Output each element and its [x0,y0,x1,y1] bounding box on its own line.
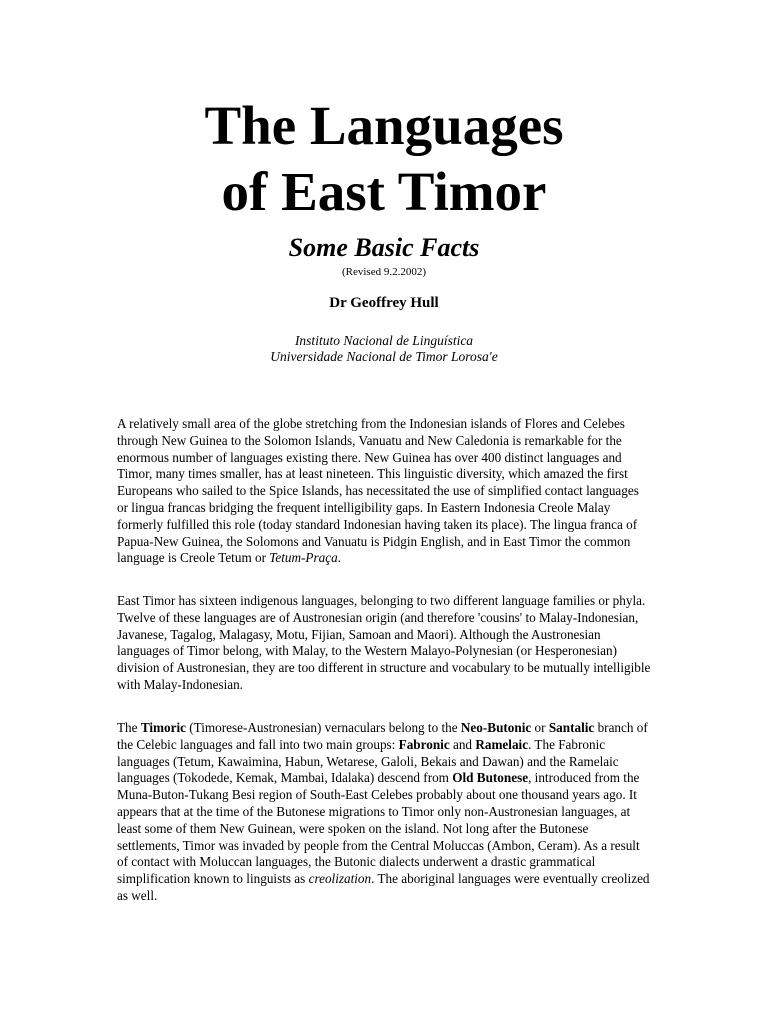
title-line-2: of East Timor [221,161,547,222]
paragraph-1-end: . [337,550,341,566]
bold-term-old-butonese: Old Butonese [452,770,529,786]
bold-term-fabronic: Fabronic [398,736,450,752]
paragraph-1-text: A relatively small area of the globe stretching from the Indonesian islands of Flores and Celebes through New Guinea to the Solomon Islands, Vanuatu and New Caledonia is remarkable for the enormous number of languages existing there. New Guinea has over 400 distinct languages and Timor, many times smaller, has at least nineteen. This linguistic diversity, which amazed the first Europeans who sailed to the Spice Islands, has necessitated the use of simplified contact languages or lingua francas bridging the frequent intelligibility gaps. In Eastern Indonesia Creole Malay formerly fulfilled this role (today standard Indonesian having taken its place). The lingua franca of Papua-New Guinea, the Solomons and Vanuatu is Pidgin English, and in East Timor the common language is Creole Tetum or [117,416,639,566]
paragraph-2-text: East Timor has sixteen indigenous languages, belonging to two different language families or phyla. Twelve of these languages are of Austronesian origin (and therefore 'cousins' to Malay-Indonesian, Javanese, Tagalog, Malagasy, Motu, Fijian, Samoan and Maori). Although the Austronesian languages of Timor belong, with Malay, to the Western Malayo-Polynesian (or Hesperonesian) division of Austronesian, they are too different in structure and vocabulary to be mutually intelligible with Malay-Indonesian. [117,593,651,692]
paragraph-3-seg-1: The [117,720,141,735]
paragraph-3 [117,720,653,905]
paragraph-3-seg-8: . The aboriginal languages were eventually creolized as well. [117,871,650,903]
paragraph-3-seg-3: or [531,720,549,735]
italic-term-creolization: creolization [308,871,372,887]
paragraph-2 [117,593,653,694]
paragraph-3-seg-2: (Timorese-Austronesian) vernaculars belong to the [185,720,461,735]
italic-term-tetum-praca: Tetum-Praça [269,550,338,566]
subtitle: Some Basic Facts [288,233,480,262]
title-line-1: The Languages [204,95,564,156]
affiliation-institute: Instituto Nacional de Linguística [294,333,474,348]
paragraph-3-seg-5: and [449,736,476,752]
bold-term-ramelaic: Ramelaic [475,736,529,752]
paragraph-3-seg-7: , introduced from the Muna-Buton-Tukang Besi region of South-East Celebes probably about one thousand years ago. It appears that at the time of the Butonese migrations to Timor only non-Austronesian languages, at least some of them New Guinean, were spoken on the island. Not long after the Butonese settlements, Timor was invaded by people from the Central Moluccas (Ambon, Ceram). As a result of contact with Moluccan languages, the Butonic dialects underwent a drastic grammatical simplification known to linguists as [117,770,640,887]
affiliation-university: Universidade Nacional de Timor Lorosa'e [270,349,498,364]
bold-term-neo-butonic: Neo-Butonic [460,720,532,735]
paragraph-3-seg-4: branch of the Celebic languages and fall into two main groups: [117,720,648,752]
author-name: Dr Geoffrey Hull [329,295,439,311]
paragraph-3-seg-6: . The Fabronic languages (Tetum, Kawaimina, Habun, Wetarese, Galoli, Bekais and Dawan) and the Ramelaic languages (Tokodede, Kemak, Mambai, Idalaka) descend from [117,736,619,786]
paragraph-1 [117,416,653,567]
bold-term-timoric: Timoric [140,720,186,735]
revision-date: (Revised 9.2.2002) [341,266,426,278]
bold-term-santalic: Santalic [548,720,595,735]
